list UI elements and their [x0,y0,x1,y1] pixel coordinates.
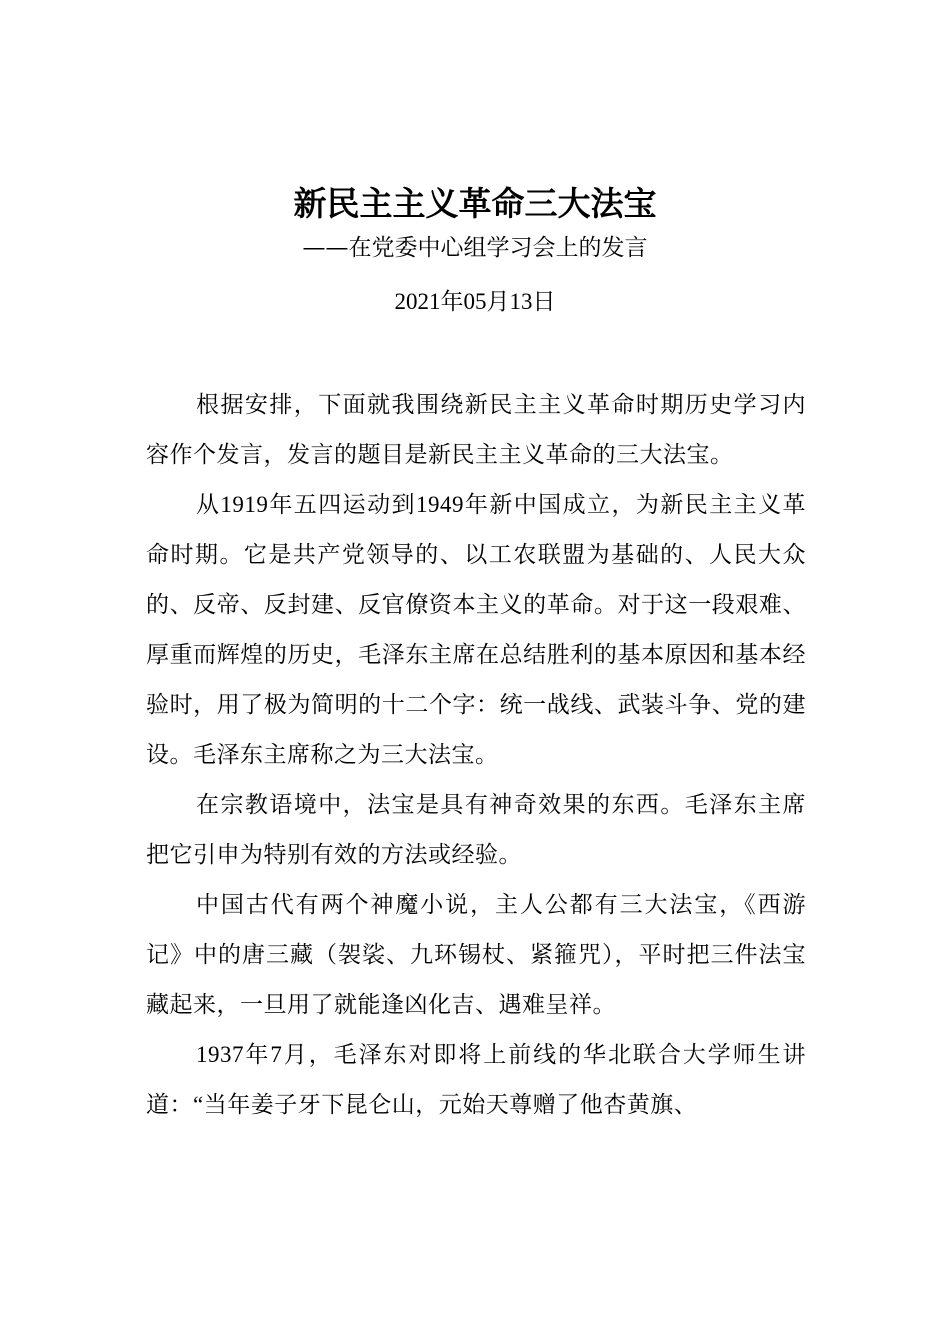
paragraph: 从1919年五四运动到1949年新中国成立，为新民主主义革命时期。它是共产党领导的、以工农联盟为基础的、人民大众的、反帝、反封建、反官僚资本主义的革命。对于这一段艰难、厚重而辉煌的历史，毛泽东主席在总结胜利的基本原因和基本经验时，用了极为简明的十二个字：统一战线、武装斗争、党的建设。毛泽东主席称之为三大法宝。 [146,492,806,767]
paragraph: 中国古代有两个神魔小说，主人公都有三大法宝，《西游记》中的唐三藏（袈裟、九环锡杖、紧箍咒），平时把三件法宝藏起来，一旦用了就能逢凶化吉、遇难呈祥。 [146,892,806,1017]
paragraph: 1937年7月，毛泽东对即将上前线的华北联合大学师生讲道：“当年姜子牙下昆仑山，元始天尊赠了他杏黄旗、 [146,1042,806,1117]
paragraph: 在宗教语境中，法宝是具有神奇效果的东西。毛泽东主席把它引申为特别有效的方法或经验。 [146,792,806,867]
document-body [146,380,806,1130]
paragraph: 根据安排，下面就我围绕新民主主义革命时期历史学习内容作个发言，发言的题目是新民主主义革命的三大法宝。 [146,392,806,467]
document-title: 新民主主义革命三大法宝 [293,184,657,223]
document-subtitle: ——在党委中心组学习会上的发言 [302,235,648,261]
document-date: 2021年05月13日 [394,289,556,314]
